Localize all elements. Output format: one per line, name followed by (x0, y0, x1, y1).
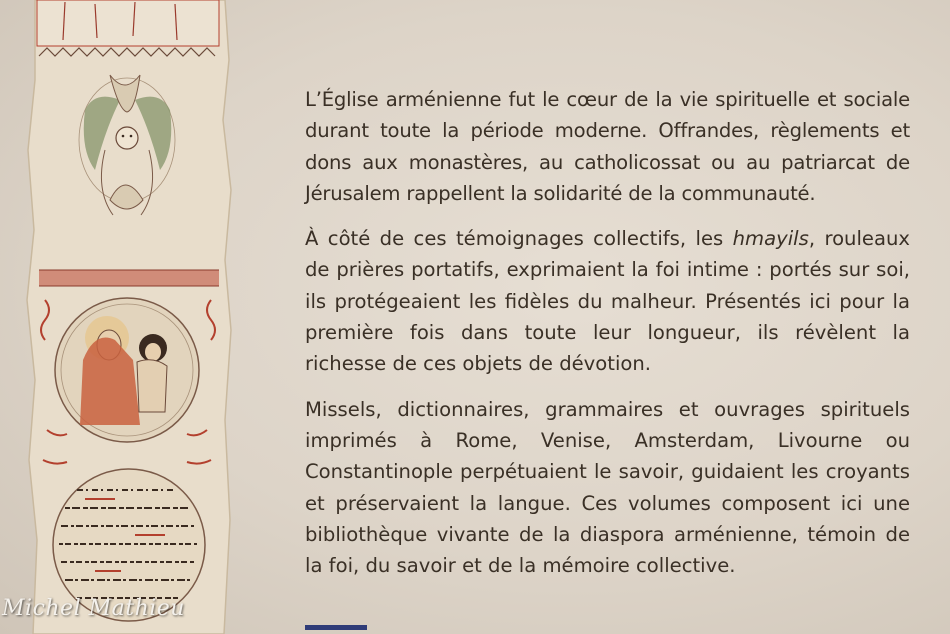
paragraph-3: Missels, dictionnaires, grammaires et ouvrages spirituels imprimés à Rome, Venise, Amsterdam, Livourne ou Constantinople perpétuaient le savoir, guidaient les croyants et préservaient la langue. Ces volumes composent ici une bibliothèque vivante de la diaspora arménienne, témoin de la foi, du savoir et de la mémoire collective. (305, 397, 910, 578)
paragraph-2-after: , rouleaux de prières portatifs, exprimaient la foi intime : portés sur soi, ils protégeaient les fidèles du malheur. Présentés ici pour la première fois dans toute leur longueur, ils révèlent la richesse de ces objets de dévotion. (305, 227, 910, 376)
paragraph-2-before: À côté de ces témoignages collectifs, les (305, 227, 733, 251)
accent-bar (305, 625, 367, 630)
paragraph-2 (305, 223, 910, 379)
exhibit-text-panel (305, 84, 910, 595)
manuscript-scroll-image (25, 0, 237, 634)
photographer-watermark: Michel Mathieu (2, 596, 185, 621)
paragraph-1: L’Église arménienne fut le cœur de la vie spirituelle et sociale durant toute la période moderne. Offrandes, règlements et dons aux monastères, au catholicossat ou au patriarcat de Jérusalem rappellent la solidarité de la communauté. (305, 88, 910, 205)
hmayils-term: hmayils (732, 227, 809, 251)
